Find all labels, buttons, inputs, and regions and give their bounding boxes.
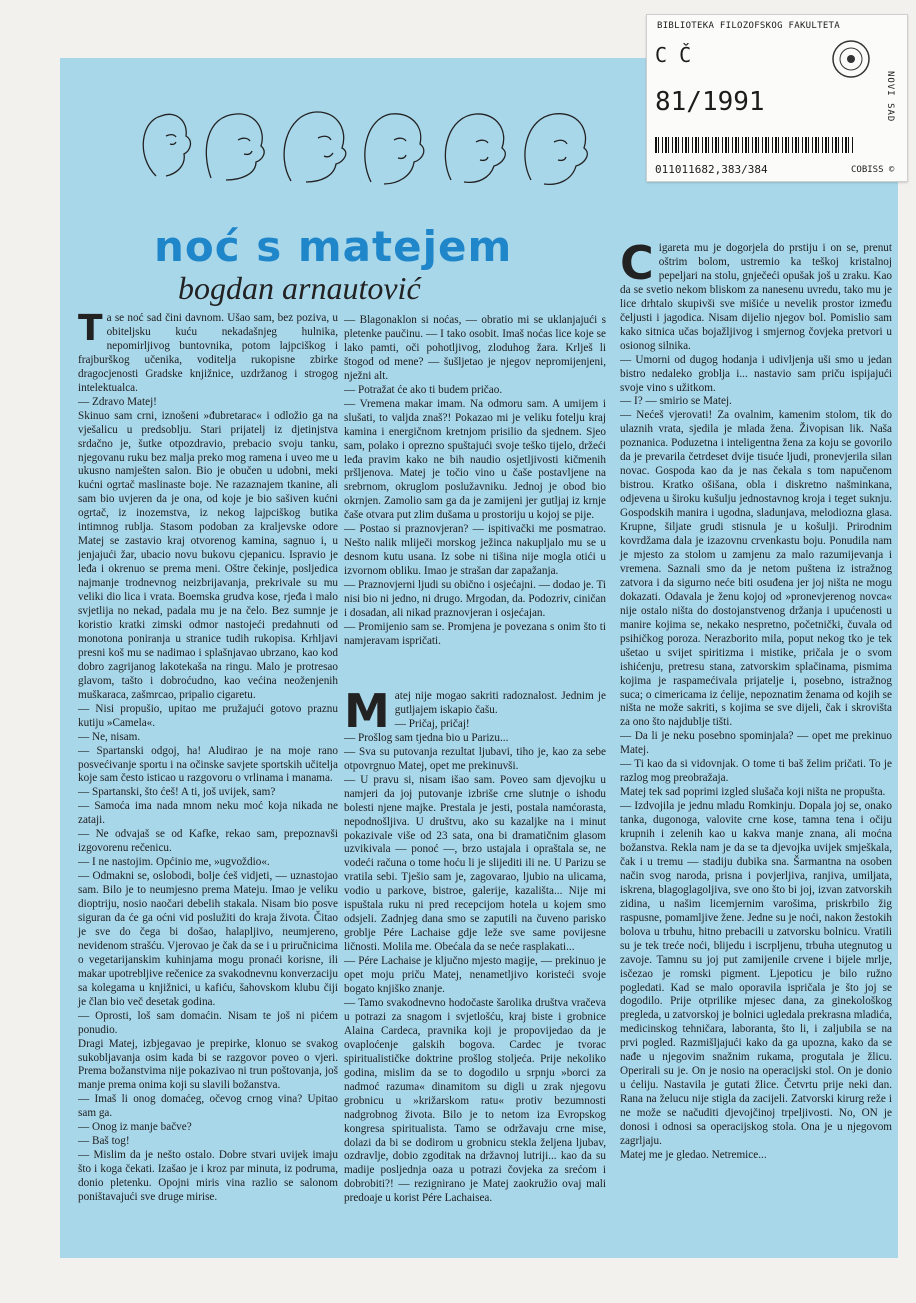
paragraph: — Ne, nisam. [78,730,141,743]
faces-illustration [126,96,626,201]
drop-cap: T [78,308,103,349]
paragraph: — Ti kao da si vidovnjak. O tome ti baš želim pričati. To je razlog mog preobražaja. [620,758,892,785]
paragraph: — I ne nastojim. Općinio me, »ugvoždio«. [78,856,270,869]
drop-cap: M [344,684,390,738]
column-1 [78,308,338,1205]
paragraph: — Mislim da je nešto ostalo. Dobre stvari uvijek imaju što i koga čekati. Izašao je i kroz par minuta, iz podruma, donio pletenku. Opojni miris vina razlio se salonom poništavajući sve druge mirise. [78,1149,338,1204]
paragraph: — Nisi propušio, upitao me pružajući gotovo praznu kutiju »Camela«. [78,702,338,729]
paragraph: — Spartanski, što ćeš! A ti, još uvijek, sam? [78,786,276,799]
column-2-top [344,314,606,649]
paragraph: — Da li je neku posebno spominjala? — opet me prekinuo Matej. [620,730,892,757]
paragraph: — Pére Lachaise je ključno mjesto magije, — prekinuo je opet moju priču Matej, nenametljivo koristeći svoje bogato knjiško znanje. [344,955,606,996]
paragraph: igareta mu je dogorjela do prstiju i on se, prenut oštrim bolom, ustremio ka teškoj kristalnoj pepeljari na stolu, gnječeći opušak još u zraku. Kao da se svetio nekom bliskom za nanesenu uvredu, tako mu je lice drhtalo skupivši sve mišiće u nevelik prostor između čeljusti i jagodica. Nisam dijelio njegov bol. Pomislio sam kako sitnica učas bojažljivog i smjernog čovjeka pretvori u osionog silnika. [620,242,892,352]
paragraph: — Izdvojila je jednu mladu Romkinju. Dopala joj se, onako tanka, dugonoga, valovite crne kose, tamna tena i očiju krupnih i zelenih kao u kakva manje znana, ali moćna božanstva. Rekla nam je da se ta djevojka uvijek smješkala, čak i u tremu — stadiju dubika sna. Šarmantna na osoben način svog naroda, prisna i povjerljiva, ranjiva, umiljata, iskrena, blagoglagoljiva, sve ono što bi joj, izvan zatvorskih zidina, u našim licemjernim varošima, priskrbilo žig raspusne, pomamljive žene. Jedne su je noći, nakon žestokih bolova u trbuhu, hitno prebacili u zatvorsku bolnicu. Vratili su je tek treće noći, blijedu i iscrpljenu, trbuha utegnutog u zavoje. Tamnu su joj put zamijenile crvene i bijele mrlje, isčezao je romski pigment. Ljepoticu je bilo ružno pogledati. Kad se malo oporavila ispričala je što joj se dogodilo. Prije otprilike mjesec dana, za ginekološkog pregleda, u zatvorskoj je bolnici ugledala prekrasna mladića, medicinskog tehničara, laboranta, što li, i zaljubila se na prvi pogled. Razmišljajući kako da ga upozna, kako da se nađe u njegovim snažnim rukama, progutala je žlicu. Operirali su je. On je nosio na operacijski stol. On je donio u ćeliju. Nastavila je gutati žlice. Četvrtu prije neki dan. Rana na želucu nije stigla da zacijeli. Zatvorski kirurg reže i ne može se načuditi djevojčinoj trpeljivosti. No, ON je donosi i odnosi sa operacijskog stola. Ona je u njegovom zagrljaju. [620,800,892,1147]
paragraph: — Oprosti, loš sam domaćin. Nisam te još ni pićem ponudio. [78,1009,338,1036]
paragraph: — Praznovjerni ljudi su obično i osjećajni. — dodao je. Ti nisi bio ni jedno, ni drugo. Mrgodan, da. Podozriv, ciničan i dosadan, ali nikad praznovjeran i osjećajan. [344,579,606,620]
cobiss-mark: COBISS © [851,165,895,175]
paragraph: — Ne odvajaš se od Kafke, rekao sam, prepoznavši izgovorenu rečenicu. [78,828,338,855]
classification-letters: C Č [655,43,692,67]
paragraph: — Spartanski odgoj, ha! Aludirao je na moje rano posvećivanje sportu i na očinske savjete sportskih učitelja koje sam često isticao u razgovoru o vrlinama i manama. [78,744,338,785]
paragraph: — Imaš li onog domaćeg, očevog crnog vina? Upitao sam ga. [78,1093,338,1120]
paragraph: — Sva su putovanja rezultat ljubavi, tiho je, kao za sebe otpovrgnuo Matej, opet me prekinuvši. [344,745,606,772]
paragraph: — Nećeš vjerovati! Za ovalnim, kamenim stolom, tik do ulaznih vrata, sjedila je mlada žena. Živopisan lik. Naša poznanica. Poduzetna i inteligentna žena za koju se govorilo da je prevarila četrdeset dvije tisuće ljudi, pronevjerila silan novac. Gospoda kao da je nas čekala s tom napučenom bistrou. Kratko ošišana, obla i diskretno našminkana, odjevena u široku kušulju jednostavnog kroja i teget suknju. Gospodskih manira i ugodna, sladunjava, melodiozna glasa. Krupne, šiljate grudi stisnula je u košulji. Prirodnim kovrdžama dala je izazovnu crvenkastu boju. Ponudila nam je mjesto za stolom u zamjenu za malo razumijevanja i vremena. Saznali smo da je netom puštena iz istražnog zatvora i da sigurno neće biti osuđena jer joj ništa ne mogu dokazati. Odavala je ženu kojoj od »pronevjerenog novca« nije ostalo ništa do dostojanstvenog držanja i upućenosti u manire kojima se, nekako nespretno, početnički, čuvala od psihičkog poroza. Nerazborito mila, poput nekog tko je tek ušetao u svijet spiritizma i mistike, pričala je o svom ishićenju, pretresu stana, zatvorskim splačinama, pismima kojima je raspamećivala prijatelje i, posebno, istražnog suca; o cimericama iz ćelije, nepoznatim ženama od kojih se ništa ne može sakriti, s kojima se sve dijeli, čak i skrovišta za ono što najdublje tišti. [620,409,892,729]
drop-cap: C [620,236,654,290]
paragraph: — U pravu si, nisam išao sam. Poveo sam djevojku u namjeri da joj putovanje izbriše crne slutnje o ishodu bolesti njene majke. Prestala je jesti, postala namćorasta, nepodnošljiva. U društvu, ako su kazaljke na i minut pokazivale više od 23 sata, ona bi dramatičnim glasom uzvikivala — ponoć —, brzo ustajala i opraštala se, ne vodeći računa o tome hoću li je slijediti ili ne. U Parizu se vratila sebi. Tješio sam je, zagovarao, ljubio na ulicama, vodio u parkove, bistroe, galerije, kazališta... Nije mi ispuštala ruku ni pred recepcijom hotela u kojem smo odsjeli. Zadnjeg dana smo se zaputili na čuveno parisko groblje Pére Lachaise gdje leže sve same povijesne ličnosti. Molila me. Obećala da se neće rasplakati... [344,773,606,954]
library-label [646,14,908,182]
column-2-bottom [344,684,606,1206]
paragraph: — Promijenio sam se. Promjena je povezana s onim što ti namjeravam ispričati. [344,620,606,647]
paragraph: a se noć sad čini davnom. Ušao sam, bez poziva, u obiteljsku kuću nekadašnjeg hulnika, nepomirljivog buntovnika, potom lajpciškog i frajburškog učenika, voditelja rukopisne zbirke dragocjenosti Gradske knjižnice, uzdržanog i strogog intelektualca. [78,312,338,394]
column-3 [620,236,892,1163]
article-title: noć s matejem [154,222,513,271]
paragraph: — Zdravo Matej! [78,395,157,408]
paragraph: — Onog iz manje bačve? [78,1121,192,1134]
paragraph: — Prošlog sam tjedna bio u Parizu... [344,731,509,744]
barcode [655,137,855,153]
article-author: bogdan arnautović [178,270,421,306]
paragraph: Skinuo sam crni, iznošeni »đubretarac« i odložio ga na vješalicu u predsoblju. Stari prijatelj iz djetinjstva srdačno je, šutke otpozdravio, prebacio svoju tanku, njegovanu ruku bez malja preko mog ramena i uveo me u ukusno namješten salon. Bio je obučen u udobni, meki kućni ogrtač maslinaste boje. Ne razaznajem tkanine, ali sam bio uvjeren da je ona, od koje je bio sašiven kućni ogrtač, iz inozemstva, iz nekog lajpciškog butika intimnog rublja. Stasom podoban za kraljevske odore Matej se zastavio kraj otvorenog kamina, sagnuo i, u jenjajući žar, ubacio novu bukovu cjepanicu. Ispravio je leđa i okrenuo se prema meni. Oštre čekinje, posljedica najmanje trodnevnog neizbrijavanja, prekrivale su mu veliki dio lica i vrata. Boemska grudva kose, rjeđa i malo svjetlija no nekad, padala mu je na čelo. Bez sumnje je koristio kratki zimski odmor nastojeći predahnuti od monotona poniranja u stranice tudih rukopisa. Krhljavi presni koš mu se nadimao i splašnjavao ubrzano, kao kod dobro zagrijanog lakotekaša na ringu. Malo je protresao glavom, tašto i dobroćudno, kao većina neoženjenih muškaraca, zašmrcao, pripalio cigaretu. [78,409,338,701]
paragraph: — Odmakni se, oslobodi, bolje ćeš vidjeti, — uznastojao sam. Bilo je to neumjesno prema Mateju. Imao je veliku dioptriju, nosio naočari debelih stakala. Nisam bio posve siguran da će ga oćni vid poslužiti do kraja života. Čitao je sve do čega bi došao, halapljivo, neumjereno, nevidenom strašću. Vjerovao je čak da se i u priručnicima o vegetarijanskim kuhinjama mogu pronaći korisne, ili makar upotrebljive rečenice za svakodnevnu konverzaciju sa kolegama u knjižnici, u kafiću, šahovskom klubu čiji je član bio več desetak godina. [78,870,338,1008]
paragraph: — I? — smirio se Matej. [620,395,732,408]
paragraph: — Umorni od dugog hodanja i udivljenja uši smo u jedan bistro nedaleko groblja i... nastavio sam priču ispijajući svoje vino s užitkom. [620,353,892,394]
paragraph: Matej me je gledao. Netremice... [620,1148,767,1161]
paragraph: — Baš tog! [78,1135,130,1148]
paragraph: — Vremena makar imam. Na odmoru sam. A umijem i slušati, to valjda znaš?! Pokazao mi je veliku fotelju kraj kamina i energičnom kretnjom prisilio da sjednem. Sjeo sam, polako i oprezno spuštajući svoje teško tijelo, držeći leđa pravim kako ne bih naudio osjetljivosti kičmenih pršljenova. Matej je točio vino u čaše postavljene na srebrnom, okruglom poslužavniku. Jednoj je obod bio okrnjen. Zamolio sam ga da je zamijeni jer gutljaj iz krnje čaše otvara put zlim dušama u prostoriju u kojoj se pije. [344,397,606,522]
paragraph: atej nije mogao sakriti radoznalost. Jednim je gutljajem iskapio čašu. [394,690,606,716]
paragraph: Matej tek sad poprimi izgled slušača koji ništa ne propušta. [620,786,886,799]
call-number: 81/1991 [655,87,765,117]
paragraph: — Blagonaklon si noćas, — obratio mi se uklanjajući s pletenke paučinu. — I tako osobit. Imaš noćas lice koje se lako pamti, oči pohotljivog, zloduhog žara. Krlješ li štogod od mene? — šušljetao je njegov nepromijenjeni, nježni alt. [344,314,606,382]
paragraph: — Tamo svakodnevno hodočaste šarolika društva vračeva u potrazi za snagom i svjetlošću, kraj biste i grobnice Alaina Cardeca, pravnika koji je propovijedao da je ovaploćenje galskih bogova. Cardec je tvorac spiritualističke doktrine prošlog stoljeća. Prije nekoliko godina, mislim da se to dogodilo u srpnju »borci za nadmoć razuma« dinamitom su digli u zrak njegovu grobnicu u »križarskom ratu« protiv bezumnosti nadgrobnog života. Bilo je to netom iza Evropskog kongresa spiritualista. Tamo se održavaju crne mise, dolazi da bi se dodirom u grobnicu stekla željena ljubav, ozdravlje, dobio zgoditak na državnoj lutriji... kao da su madije posljednja oaza u potrazi čovjeka za srećom i dobrobiti?! — rezignirano je Matej zaokružio ovaj mali predoaje u korist Pére Lachaisea. [344,996,606,1205]
barcode-number: 011011682,383/384 [655,163,768,176]
library-name: BIBLIOTEKA FILOZOFSKOG FAKULTETA [657,21,840,31]
paragraph: — Postao si praznovjeran? — ispitivački me posmatrao. Nešto nalik mliječi morskog ježinca nakupljalo mu se u desnom kutu usana. Iz sobe ni tišina nije mogla otići u izvornom obliku. Imao je strašan dar zapažanja. [344,523,606,578]
paragraph: Dragi Matej, izbjegavao je prepirke, klonuo se svakog sukobljavanja osim kada bi se razgovor poveo o vjeri. Prema božanstvima nije pokazivao ni trun poštovanja, još manje prema onima koji su slavili božanstva. [78,1037,338,1092]
library-seal-icon [831,39,871,79]
paragraph: — Potražat će ako ti budem pričao. [344,383,503,396]
side-stamp: NOVI SAD [885,71,895,123]
paragraph: — Pričaj, pričaj! [394,717,470,730]
paragraph: — Samoća ima nada mnom neku moć koja nikada ne zataji. [78,800,338,827]
